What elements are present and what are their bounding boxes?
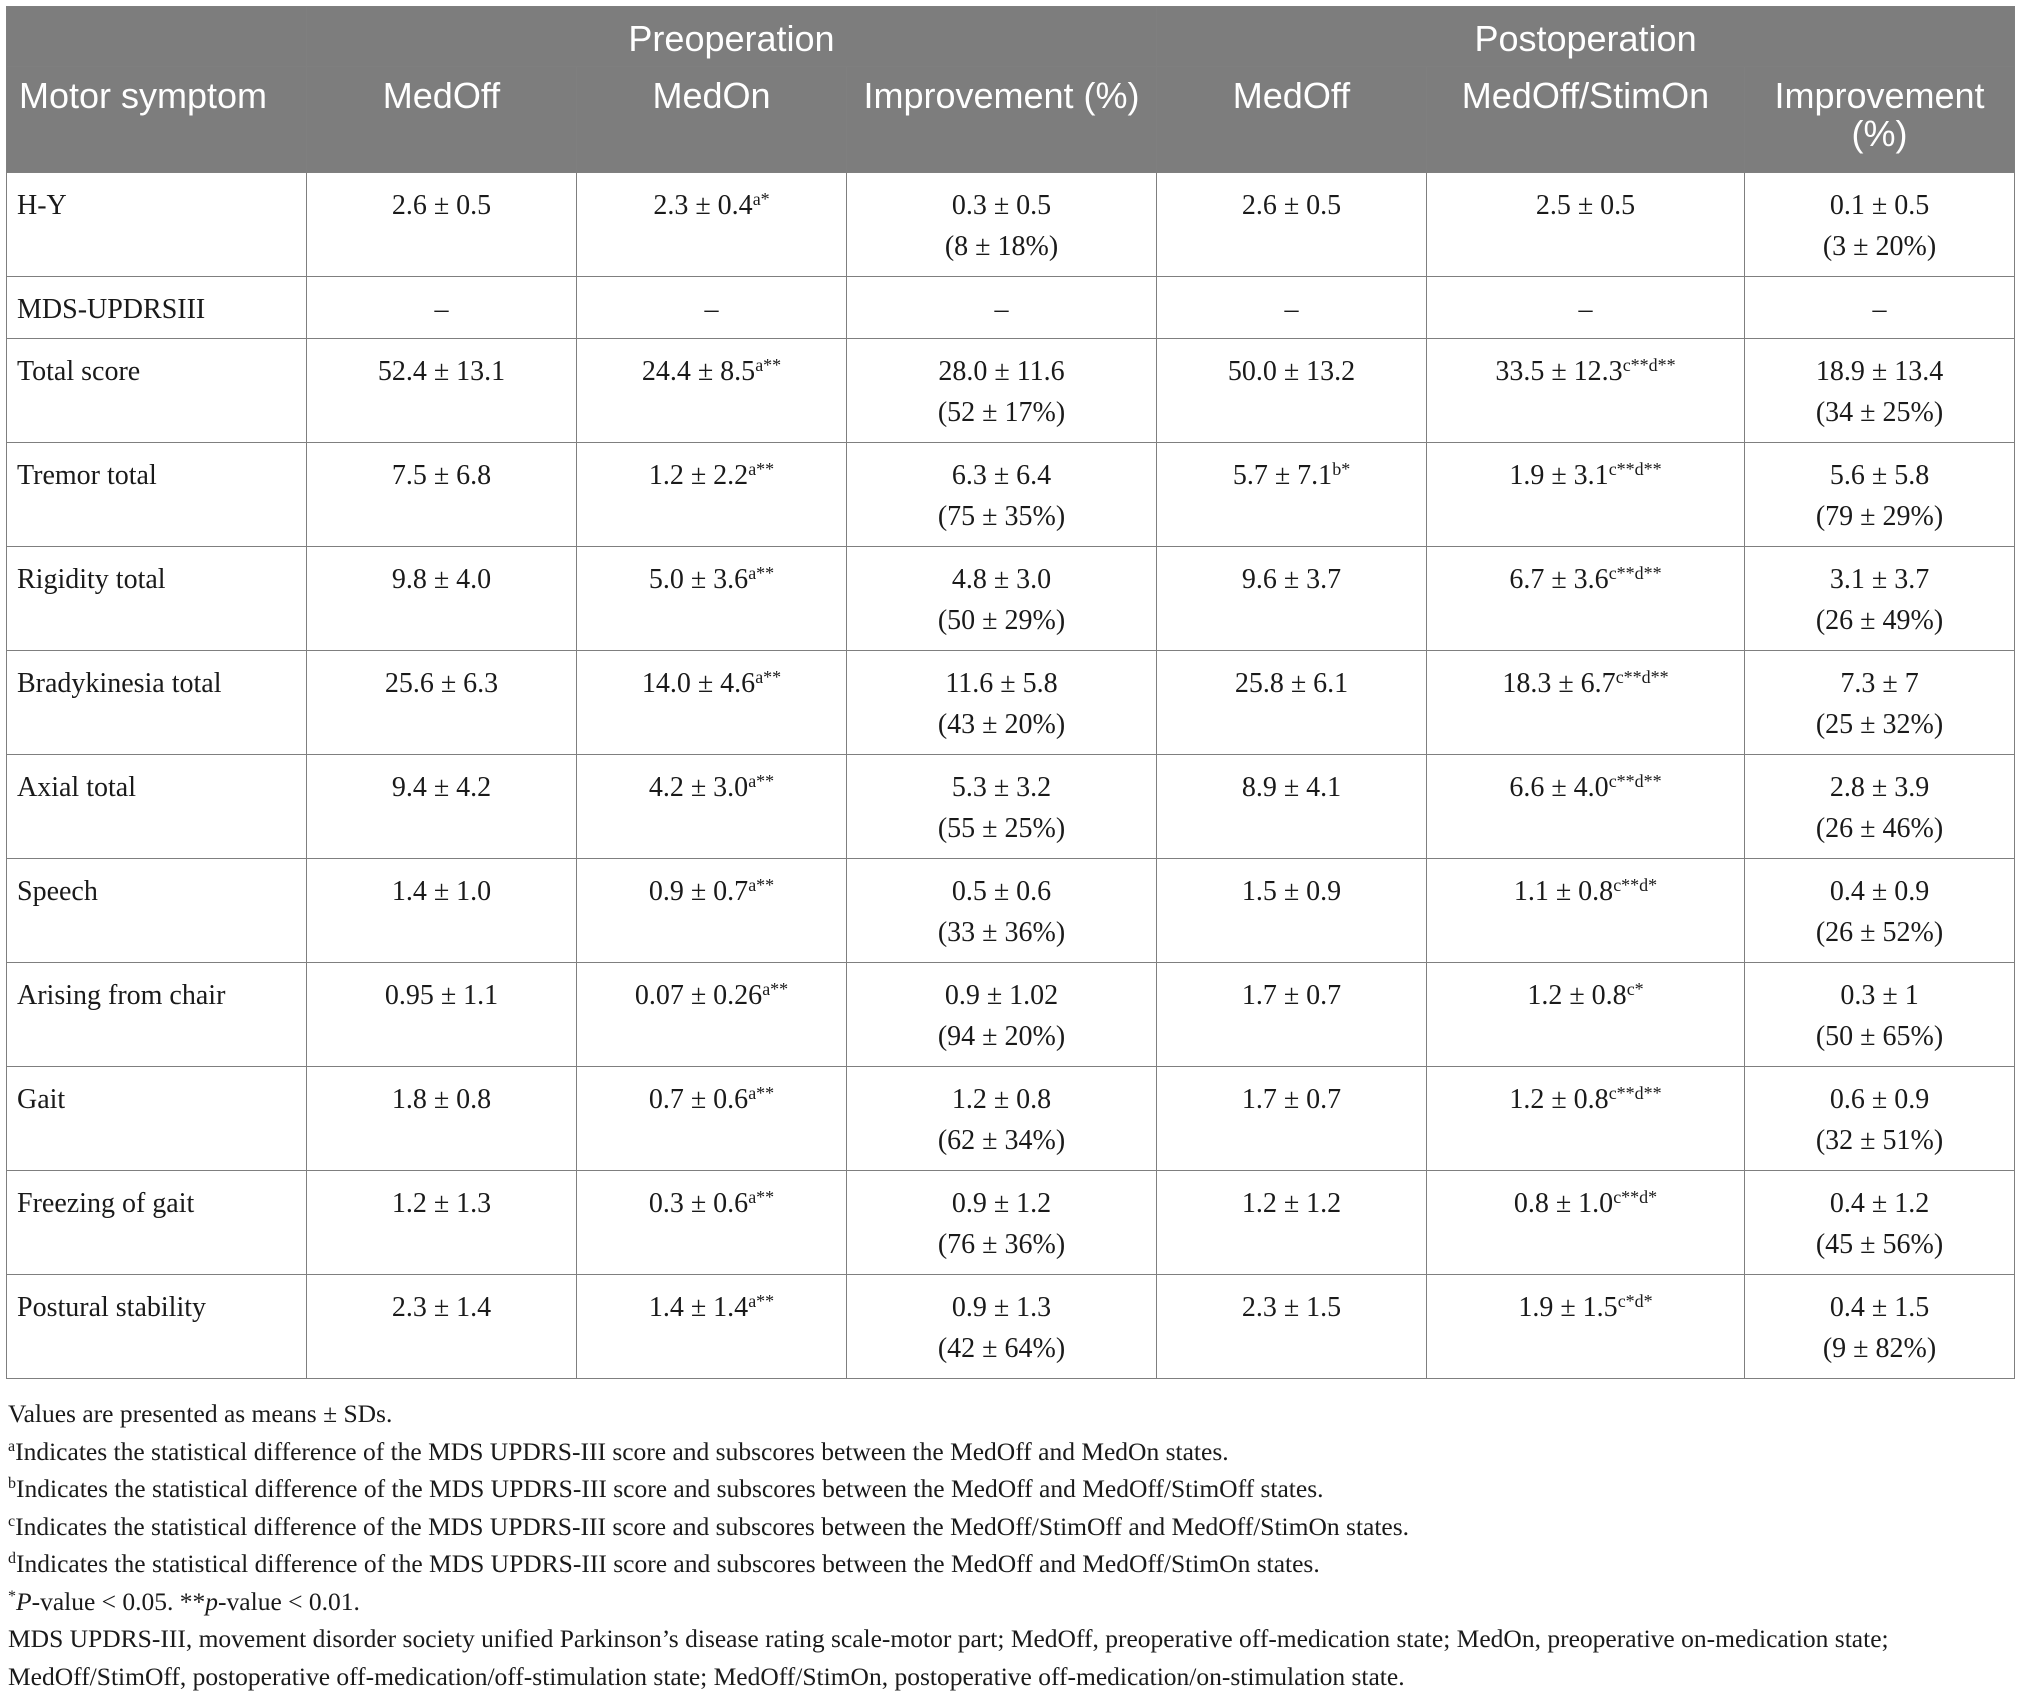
row-label: Postural stability — [7, 1275, 307, 1379]
cell-post-medoff-stimon-value: 6.6 ± 4.0 — [1509, 772, 1608, 803]
cell-post-medoff-stimon-significance: c**d** — [1609, 563, 1662, 583]
cell-pre-medon-significance: a** — [748, 1187, 774, 1207]
cell-post-medoff — [1157, 443, 1427, 547]
cell-post-medoff-stimon-value: 33.5 ± 12.3 — [1495, 356, 1622, 387]
cell-post-medoff-value: 1.2 ± 1.2 — [1242, 1188, 1341, 1219]
cell-post-improvement — [1745, 651, 2015, 755]
cell-pre-medon — [577, 1171, 847, 1275]
cell-post-medoff — [1157, 1171, 1427, 1275]
footnote-pvalue — [8, 1583, 2014, 1621]
cell-pre-medon-significance: a** — [748, 1083, 774, 1103]
cell-post-medoff-stimon-significance: c**d** — [1609, 771, 1662, 791]
cell-pre-medoff — [307, 173, 577, 277]
cell-pre-improvement-change: 4.8 ± 3.0 — [853, 559, 1150, 600]
cell-post-improvement-change: 0.6 ± 0.9 — [1751, 1079, 2008, 1120]
footnote-d-mark: d — [8, 1550, 16, 1567]
cell-post-medoff-value: 9.6 ± 3.7 — [1242, 564, 1341, 595]
cell-post-medoff — [1157, 173, 1427, 277]
cell-pre-medoff-value: 2.3 ± 1.4 — [392, 1292, 491, 1323]
cell-post-improvement-change: 0.4 ± 1.5 — [1751, 1287, 2008, 1328]
table-row — [7, 1067, 2015, 1171]
cell-post-medoff-stimon — [1427, 1171, 1745, 1275]
cell-post-medoff-stimon-value: 6.7 ± 3.6 — [1509, 564, 1608, 595]
cell-pre-medoff — [307, 1067, 577, 1171]
cell-pre-medoff-value: 9.8 ± 4.0 — [392, 564, 491, 595]
table-row — [7, 339, 2015, 443]
row-label: Freezing of gait — [7, 1171, 307, 1275]
cell-post-medoff-stimon-value: 2.5 ± 0.5 — [1536, 190, 1635, 221]
cell-pre-medon — [577, 443, 847, 547]
motor-symptom-table — [6, 6, 2015, 1379]
cell-pre-improvement-percent: (50 ± 29%) — [853, 600, 1150, 641]
cell-pre-improvement-change: 6.3 ± 6.4 — [853, 455, 1150, 496]
cell-pre-medoff-value: 2.6 ± 0.5 — [392, 190, 491, 221]
cell-pre-medon-significance: a** — [748, 1291, 774, 1311]
cell-pre-medon-significance: a** — [748, 459, 774, 479]
table-header — [7, 7, 2015, 173]
cell-post-medoff-stimon — [1427, 547, 1745, 651]
cell-pre-improvement — [847, 1067, 1157, 1171]
footnote-p-star: * — [8, 1588, 16, 1605]
cell-post-improvement — [1745, 963, 2015, 1067]
header-group-row — [7, 7, 2015, 67]
cell-post-medoff-stimon — [1427, 651, 1745, 755]
cell-post-improvement — [1745, 277, 2015, 339]
table-footnotes — [6, 1395, 2014, 1695]
cell-pre-improvement-change: 1.2 ± 0.8 — [853, 1079, 1150, 1120]
footnote-p-label-1: P — [16, 1587, 32, 1616]
row-label: Bradykinesia total — [7, 651, 307, 755]
header-column-row — [7, 67, 2015, 173]
cell-pre-medoff — [307, 1171, 577, 1275]
row-label: Arising from chair — [7, 963, 307, 1067]
cell-pre-improvement-change: – — [853, 289, 1150, 330]
table-row — [7, 963, 2015, 1067]
cell-pre-improvement — [847, 859, 1157, 963]
cell-post-medoff-stimon — [1427, 443, 1745, 547]
cell-post-medoff-stimon-value: 1.9 ± 1.5 — [1518, 1292, 1617, 1323]
cell-post-improvement-percent: (50 ± 65%) — [1751, 1016, 2008, 1057]
footnote-b-text: Indicates the statistical difference of the MDS UPDRS-III score and subscores between the MedOff and MedOff/StimOff states. — [16, 1474, 1324, 1503]
cell-pre-improvement-percent: (55 ± 25%) — [853, 808, 1150, 849]
table-row — [7, 277, 2015, 339]
cell-pre-medoff — [307, 651, 577, 755]
cell-pre-improvement-change: 0.9 ± 1.2 — [853, 1183, 1150, 1224]
cell-post-improvement-percent: (45 ± 56%) — [1751, 1224, 2008, 1265]
cell-post-improvement-percent: (79 ± 29%) — [1751, 496, 2008, 537]
cell-post-medoff — [1157, 547, 1427, 651]
cell-pre-improvement-percent: (52 ± 17%) — [853, 392, 1150, 433]
cell-post-medoff-stimon-significance: c**d* — [1613, 875, 1657, 895]
cell-post-medoff-stimon-significance: c**d** — [1623, 355, 1676, 375]
header-post-medoff-stimon: MedOff/StimOn — [1427, 67, 1745, 173]
row-label: H-Y — [7, 173, 307, 277]
cell-pre-improvement — [847, 755, 1157, 859]
header-post-medoff: MedOff — [1157, 67, 1427, 173]
cell-pre-medon-significance: a** — [755, 355, 781, 375]
cell-pre-medoff — [307, 755, 577, 859]
cell-pre-medon — [577, 339, 847, 443]
footnote-c-text: Indicates the statistical difference of the MDS UPDRS-III score and subscores between the MedOff/StimOff and MedOff/StimOn states. — [15, 1512, 1409, 1541]
cell-pre-improvement-percent: (42 ± 64%) — [853, 1328, 1150, 1369]
cell-pre-improvement-percent: (33 ± 36%) — [853, 912, 1150, 953]
cell-pre-medon-value: 2.3 ± 0.4 — [653, 190, 752, 221]
cell-pre-medon — [577, 547, 847, 651]
table-row — [7, 1171, 2015, 1275]
cell-pre-medoff — [307, 277, 577, 339]
table-row — [7, 443, 2015, 547]
footnote-a-text: Indicates the statistical difference of the MDS UPDRS-III score and subscores between the MedOff and MedOn states. — [15, 1437, 1229, 1466]
cell-post-medoff-value: 25.8 ± 6.1 — [1235, 668, 1348, 699]
cell-pre-medoff — [307, 963, 577, 1067]
cell-pre-improvement-percent: (8 ± 18%) — [853, 226, 1150, 267]
cell-post-improvement — [1745, 755, 2015, 859]
cell-pre-improvement-percent: (62 ± 34%) — [853, 1120, 1150, 1161]
cell-post-improvement — [1745, 339, 2015, 443]
cell-post-improvement-percent: (26 ± 49%) — [1751, 600, 2008, 641]
cell-pre-improvement-change: 0.5 ± 0.6 — [853, 871, 1150, 912]
cell-pre-medon-significance: a** — [748, 563, 774, 583]
header-pre-medoff: MedOff — [307, 67, 577, 173]
cell-post-improvement — [1745, 173, 2015, 277]
cell-post-medoff-stimon — [1427, 173, 1745, 277]
cell-post-improvement-percent: (26 ± 46%) — [1751, 808, 2008, 849]
cell-pre-medon-value: 5.0 ± 3.6 — [649, 564, 748, 595]
cell-pre-improvement — [847, 173, 1157, 277]
cell-post-medoff-stimon-significance: c**d** — [1609, 1083, 1662, 1103]
cell-post-medoff-stimon-value: 18.3 ± 6.7 — [1502, 668, 1615, 699]
cell-pre-medoff-value: – — [435, 294, 449, 325]
cell-pre-medon — [577, 651, 847, 755]
row-label: Speech — [7, 859, 307, 963]
footnote-a — [8, 1433, 2014, 1471]
cell-pre-improvement-change: 0.9 ± 1.3 — [853, 1287, 1150, 1328]
cell-pre-improvement-change: 0.3 ± 0.5 — [853, 185, 1150, 226]
cell-post-medoff-stimon — [1427, 755, 1745, 859]
cell-post-medoff-stimon-value: 1.2 ± 0.8 — [1509, 1084, 1608, 1115]
header-group-postoperation: Postoperation — [1157, 7, 2015, 67]
footnote-values: Values are presented as means ± SDs. — [8, 1395, 2014, 1433]
cell-pre-medon-significance: a** — [748, 771, 774, 791]
cell-post-improvement — [1745, 1171, 2015, 1275]
cell-pre-medon — [577, 277, 847, 339]
footnote-p-text-2: -value < 0.01. — [218, 1587, 360, 1616]
cell-post-medoff-stimon-value: 1.2 ± 0.8 — [1527, 980, 1626, 1011]
cell-pre-medon — [577, 755, 847, 859]
cell-pre-medon-value: 24.4 ± 8.5 — [642, 356, 755, 387]
cell-pre-improvement — [847, 443, 1157, 547]
cell-pre-medon-value: – — [705, 294, 719, 325]
cell-post-medoff-stimon — [1427, 277, 1745, 339]
cell-post-medoff-value: 5.7 ± 7.1 — [1233, 460, 1332, 491]
cell-pre-improvement — [847, 547, 1157, 651]
cell-post-medoff-stimon-significance: c* — [1627, 979, 1644, 999]
row-label: Gait — [7, 1067, 307, 1171]
table-row — [7, 859, 2015, 963]
header-motor-symptom: Motor symptom — [7, 67, 307, 173]
cell-post-improvement-percent: (9 ± 82%) — [1751, 1328, 2008, 1369]
table-container — [6, 6, 2014, 1695]
cell-post-improvement — [1745, 1275, 2015, 1379]
cell-post-improvement-percent: (3 ± 20%) — [1751, 226, 2008, 267]
cell-pre-medon-value: 0.07 ± 0.26 — [635, 980, 762, 1011]
cell-post-medoff-stimon-value: 1.9 ± 3.1 — [1509, 460, 1608, 491]
cell-post-improvement-change: – — [1751, 289, 2008, 330]
footnote-b — [8, 1470, 2014, 1508]
cell-pre-medon-value: 0.7 ± 0.6 — [649, 1084, 748, 1115]
cell-post-medoff — [1157, 755, 1427, 859]
cell-pre-improvement — [847, 1171, 1157, 1275]
cell-pre-improvement-change: 28.0 ± 11.6 — [853, 351, 1150, 392]
cell-post-medoff-significance: b* — [1332, 459, 1350, 479]
cell-post-medoff — [1157, 859, 1427, 963]
cell-pre-improvement-percent: (75 ± 35%) — [853, 496, 1150, 537]
cell-post-medoff-stimon-significance: c**d** — [1616, 667, 1669, 687]
cell-post-medoff-value: 50.0 ± 13.2 — [1228, 356, 1355, 387]
cell-pre-medoff-value: 1.8 ± 0.8 — [392, 1084, 491, 1115]
cell-post-medoff-value: 1.7 ± 0.7 — [1242, 980, 1341, 1011]
cell-pre-medoff-value: 52.4 ± 13.1 — [378, 356, 505, 387]
cell-pre-medoff — [307, 339, 577, 443]
cell-pre-medoff-value: 0.95 ± 1.1 — [385, 980, 498, 1011]
cell-pre-medoff — [307, 547, 577, 651]
cell-pre-medoff — [307, 1275, 577, 1379]
cell-pre-improvement-percent: (43 ± 20%) — [853, 704, 1150, 745]
footnote-a-mark: a — [8, 1438, 15, 1455]
cell-pre-medoff — [307, 443, 577, 547]
cell-pre-medoff-value: 1.4 ± 1.0 — [392, 876, 491, 907]
header-post-improvement: Improvement (%) — [1745, 67, 2015, 173]
cell-post-medoff — [1157, 1275, 1427, 1379]
cell-pre-medon-value: 0.9 ± 0.7 — [649, 876, 748, 907]
row-label: Total score — [7, 339, 307, 443]
cell-pre-medon-significance: a** — [762, 979, 788, 999]
cell-pre-medon-significance: a** — [755, 667, 781, 687]
footnote-p-text-1: -value < 0.05. ** — [32, 1587, 206, 1616]
cell-pre-improvement-change: 11.6 ± 5.8 — [853, 663, 1150, 704]
cell-post-improvement-percent: (34 ± 25%) — [1751, 392, 2008, 433]
cell-post-medoff-value: – — [1285, 294, 1299, 325]
cell-pre-medon-significance: a** — [748, 875, 774, 895]
cell-pre-medoff-value: 7.5 ± 6.8 — [392, 460, 491, 491]
cell-post-medoff-value: 2.6 ± 0.5 — [1242, 190, 1341, 221]
cell-pre-medon-value: 14.0 ± 4.6 — [642, 668, 755, 699]
cell-post-medoff-stimon-significance: c*d* — [1618, 1291, 1653, 1311]
cell-post-medoff — [1157, 1067, 1427, 1171]
cell-post-medoff — [1157, 277, 1427, 339]
cell-post-improvement-percent: (26 ± 52%) — [1751, 912, 2008, 953]
footnote-p-label-2: p — [205, 1587, 218, 1616]
footnote-b-mark: b — [8, 1475, 16, 1492]
cell-pre-improvement-change: 5.3 ± 3.2 — [853, 767, 1150, 808]
header-group-preoperation: Preoperation — [307, 7, 1157, 67]
cell-post-improvement-change: 0.3 ± 1 — [1751, 975, 2008, 1016]
cell-pre-medon-significance: a* — [753, 189, 770, 209]
footnote-d-text: Indicates the statistical difference of the MDS UPDRS-III score and subscores between the MedOff and MedOff/StimOn states. — [16, 1549, 1320, 1578]
cell-post-improvement-percent: (32 ± 51%) — [1751, 1120, 2008, 1161]
cell-post-improvement-change: 0.4 ± 0.9 — [1751, 871, 2008, 912]
cell-post-improvement — [1745, 1067, 2015, 1171]
cell-post-medoff-stimon-value: – — [1579, 294, 1593, 325]
cell-pre-improvement-percent: (76 ± 36%) — [853, 1224, 1150, 1265]
table-row — [7, 755, 2015, 859]
table-row — [7, 173, 2015, 277]
header-empty-cell — [7, 7, 307, 67]
cell-post-medoff-stimon — [1427, 339, 1745, 443]
header-pre-medon: MedOn — [577, 67, 847, 173]
cell-pre-medon — [577, 173, 847, 277]
cell-post-medoff-stimon — [1427, 1275, 1745, 1379]
cell-post-improvement-change: 5.6 ± 5.8 — [1751, 455, 2008, 496]
cell-post-medoff-value: 8.9 ± 4.1 — [1242, 772, 1341, 803]
cell-pre-medon-value: 1.4 ± 1.4 — [649, 1292, 748, 1323]
cell-pre-medoff-value: 25.6 ± 6.3 — [385, 668, 498, 699]
cell-post-medoff-value: 1.5 ± 0.9 — [1242, 876, 1341, 907]
cell-pre-medon — [577, 963, 847, 1067]
cell-post-improvement-percent: (25 ± 32%) — [1751, 704, 2008, 745]
cell-post-medoff-stimon — [1427, 859, 1745, 963]
cell-post-medoff-value: 1.7 ± 0.7 — [1242, 1084, 1341, 1115]
footnote-d — [8, 1545, 2014, 1583]
header-pre-improvement: Improvement (%) — [847, 67, 1157, 173]
footnote-c — [8, 1508, 2014, 1546]
cell-pre-improvement — [847, 339, 1157, 443]
cell-pre-medon — [577, 1067, 847, 1171]
cell-pre-medoff — [307, 859, 577, 963]
table-row — [7, 1275, 2015, 1379]
cell-pre-improvement-percent: (94 ± 20%) — [853, 1016, 1150, 1057]
cell-post-medoff-stimon-value: 0.8 ± 1.0 — [1514, 1188, 1613, 1219]
cell-post-improvement-change: 2.8 ± 3.9 — [1751, 767, 2008, 808]
cell-pre-medon-value: 1.2 ± 2.2 — [649, 460, 748, 491]
cell-post-medoff — [1157, 339, 1427, 443]
cell-post-medoff-stimon-significance: c**d** — [1609, 459, 1662, 479]
cell-pre-medon-value: 4.2 ± 3.0 — [649, 772, 748, 803]
row-label: MDS-UPDRSIII — [7, 277, 307, 339]
cell-pre-medon-value: 0.3 ± 0.6 — [649, 1188, 748, 1219]
row-label: Tremor total — [7, 443, 307, 547]
cell-pre-improvement — [847, 963, 1157, 1067]
footnote-abbr-line-1: MDS UPDRS-III, movement disorder society unified Parkinson’s disease rating scale-motor part; MedOff, preoperative off-medication state; MedOn, preoperative on-medication state; — [8, 1620, 2014, 1658]
cell-pre-medon — [577, 1275, 847, 1379]
cell-pre-medoff-value: 1.2 ± 1.3 — [392, 1188, 491, 1219]
cell-post-improvement-change: 3.1 ± 3.7 — [1751, 559, 2008, 600]
cell-pre-improvement-change: 0.9 ± 1.02 — [853, 975, 1150, 1016]
table-row — [7, 547, 2015, 651]
cell-post-medoff-stimon-value: 1.1 ± 0.8 — [1514, 876, 1613, 907]
cell-pre-improvement — [847, 277, 1157, 339]
footnote-abbreviations — [8, 1620, 2014, 1695]
cell-post-improvement — [1745, 443, 2015, 547]
footnote-abbr-line-2: MedOff/StimOff, postoperative off-medication/off-stimulation state; MedOff/StimOn, postoperative off-medication/on-stimulation state. — [8, 1658, 2014, 1695]
cell-post-improvement-change: 0.4 ± 1.2 — [1751, 1183, 2008, 1224]
table-row — [7, 651, 2015, 755]
cell-post-medoff-stimon — [1427, 963, 1745, 1067]
table-body — [7, 173, 2015, 1379]
cell-post-improvement-change: 0.1 ± 0.5 — [1751, 185, 2008, 226]
cell-pre-improvement — [847, 1275, 1157, 1379]
cell-pre-medon — [577, 859, 847, 963]
cell-post-medoff-stimon — [1427, 1067, 1745, 1171]
cell-post-medoff — [1157, 963, 1427, 1067]
cell-post-improvement-change: 18.9 ± 13.4 — [1751, 351, 2008, 392]
row-label: Axial total — [7, 755, 307, 859]
cell-post-improvement — [1745, 547, 2015, 651]
cell-post-improvement-change: 7.3 ± 7 — [1751, 663, 2008, 704]
cell-pre-medoff-value: 9.4 ± 4.2 — [392, 772, 491, 803]
cell-post-medoff — [1157, 651, 1427, 755]
cell-post-medoff-stimon-significance: c**d* — [1613, 1187, 1657, 1207]
row-label: Rigidity total — [7, 547, 307, 651]
cell-post-medoff-value: 2.3 ± 1.5 — [1242, 1292, 1341, 1323]
cell-post-improvement — [1745, 859, 2015, 963]
footnote-c-mark: c — [8, 1513, 15, 1530]
cell-pre-improvement — [847, 651, 1157, 755]
